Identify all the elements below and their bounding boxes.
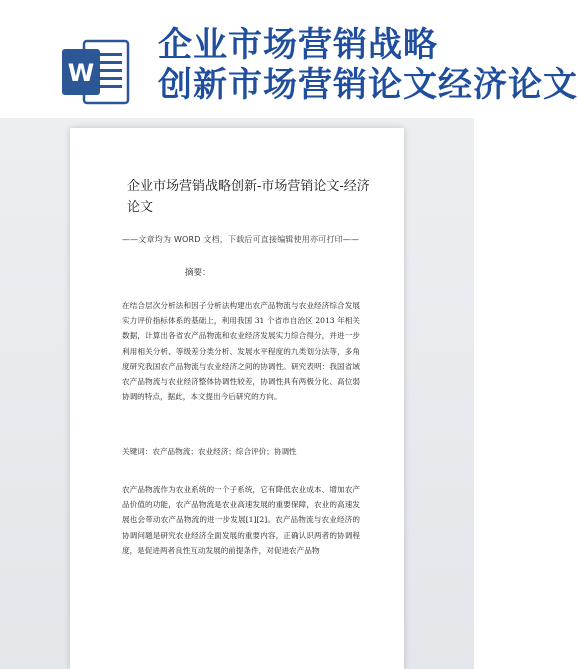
document-page [70, 128, 404, 669]
body-paragraph: 农产品物流作为农业系统的一个子系统，它有降低农业成本、增加农产品价值的功能，农产品物流是农业高速发展的重要保障，农业的高速发展也会带动农产品物流的进一步发展[1][2]。农产品物流与农业经济的协调问题是研究农业经济全面发展的重要内容，正确认识两者的协调程度，是促进两者良性互动发展的前提条件，对促进农产品物 [122, 485, 360, 555]
document-subtitle: ——文章均为 WORD 文档，下载后可直接编辑使用亦可打印—— [122, 235, 360, 244]
word-icon [62, 37, 132, 107]
banner [0, 0, 578, 130]
abstract-label: 摘要： [185, 268, 211, 278]
keywords: 关键词：农产品物流；农业经济；综合评价；协调性 [122, 447, 297, 456]
abstract-text: 在结合层次分析法和因子分析法构建出农产品物流与农业经济综合发展实力评价指标体系的基础上，利用我国 31 个省市自治区 2013 年相关数据，计算出各省农产品物流和农业经济发展实力综合得分，并进一步利用相关分析、等级差分类分析、发展水平程度的九类划分法等，多角度研究我国农产品物流与农业经济之间的协调性。研究表明：我国省域农产品物流与农业经济整体协调性较差，协调性具有两极分化、高位弱协调的特点，据此，本文提出今后研究的方向。 [122, 301, 360, 402]
document-title: 企业市场营销战略创新-市场营销论文-经济论文 [127, 179, 370, 215]
svg-text:W: W [67, 59, 95, 87]
banner-title-line-1: 企业市场营销战略 [158, 25, 438, 65]
banner-title-line-2: 创新市场营销论文经济论文 [158, 65, 578, 105]
